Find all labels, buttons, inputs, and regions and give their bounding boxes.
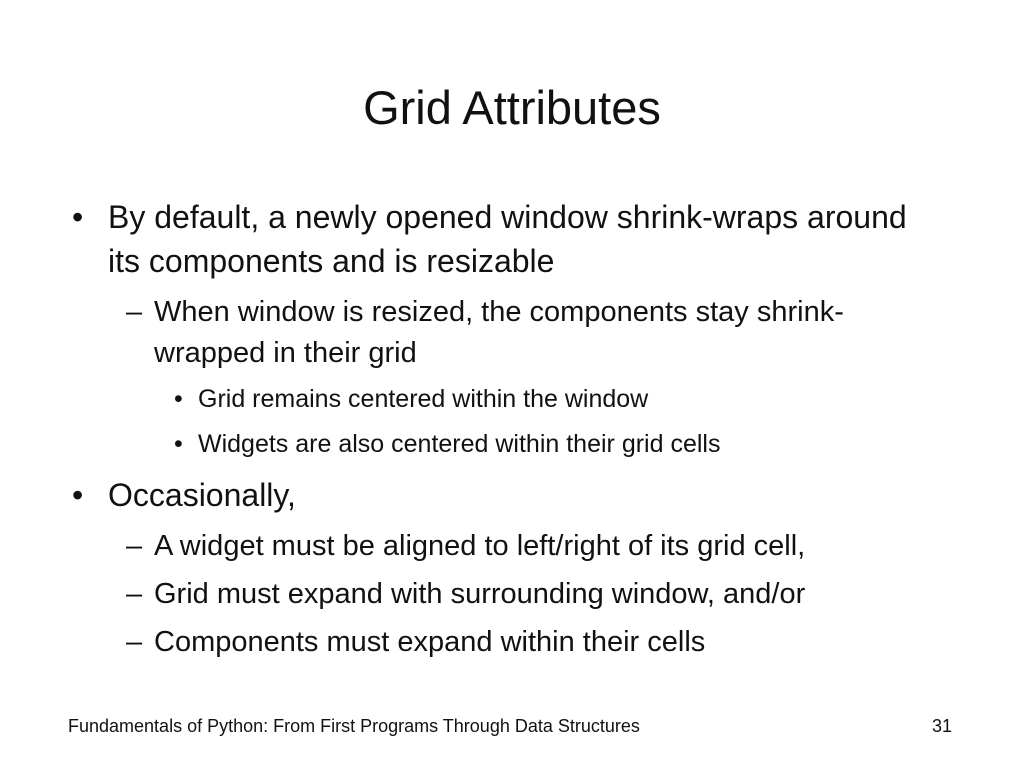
slide-title: Grid Attributes [363,81,661,134]
bullet-text: By default, a newly opened window shrink-wraps around its components and is resizable [108,199,907,279]
bullet-text: A widget must be aligned to left/right of its grid cell, [154,530,806,562]
dash-marker: – [126,578,143,610]
bullet-text: Widgets are also centered within their grid cells [198,430,721,458]
bullet-marker: • [72,477,84,513]
footer-text: Fundamentals of Python: From First Programs Through Data Structures [68,716,640,736]
dash-marker: – [126,530,143,562]
bullet-text: Grid must expand with surrounding window, and/or [154,578,806,610]
page-number: 31 [931,716,952,736]
bullet-text: Components must expand within their cells [154,626,706,658]
bullet-item [174,383,938,415]
bullet-text: When window is resized, the components stay shrink-wrapped in their grid [154,296,844,369]
dash-marker: – [126,626,143,658]
bullet-item [174,428,938,460]
bullet-text: Grid remains centered within the window [198,385,649,413]
bullet-marker: • [72,199,84,235]
bullet-item [126,526,944,567]
dash-marker: – [126,296,143,328]
bullet-marker: • [174,385,183,413]
bullet-text: Occasionally, [108,477,296,513]
bullet-item [126,292,944,374]
bullet-item [72,195,928,283]
bullet-item [126,622,944,663]
bullet-item [126,574,944,615]
bullet-item [72,473,928,517]
bullet-marker: • [174,430,183,458]
